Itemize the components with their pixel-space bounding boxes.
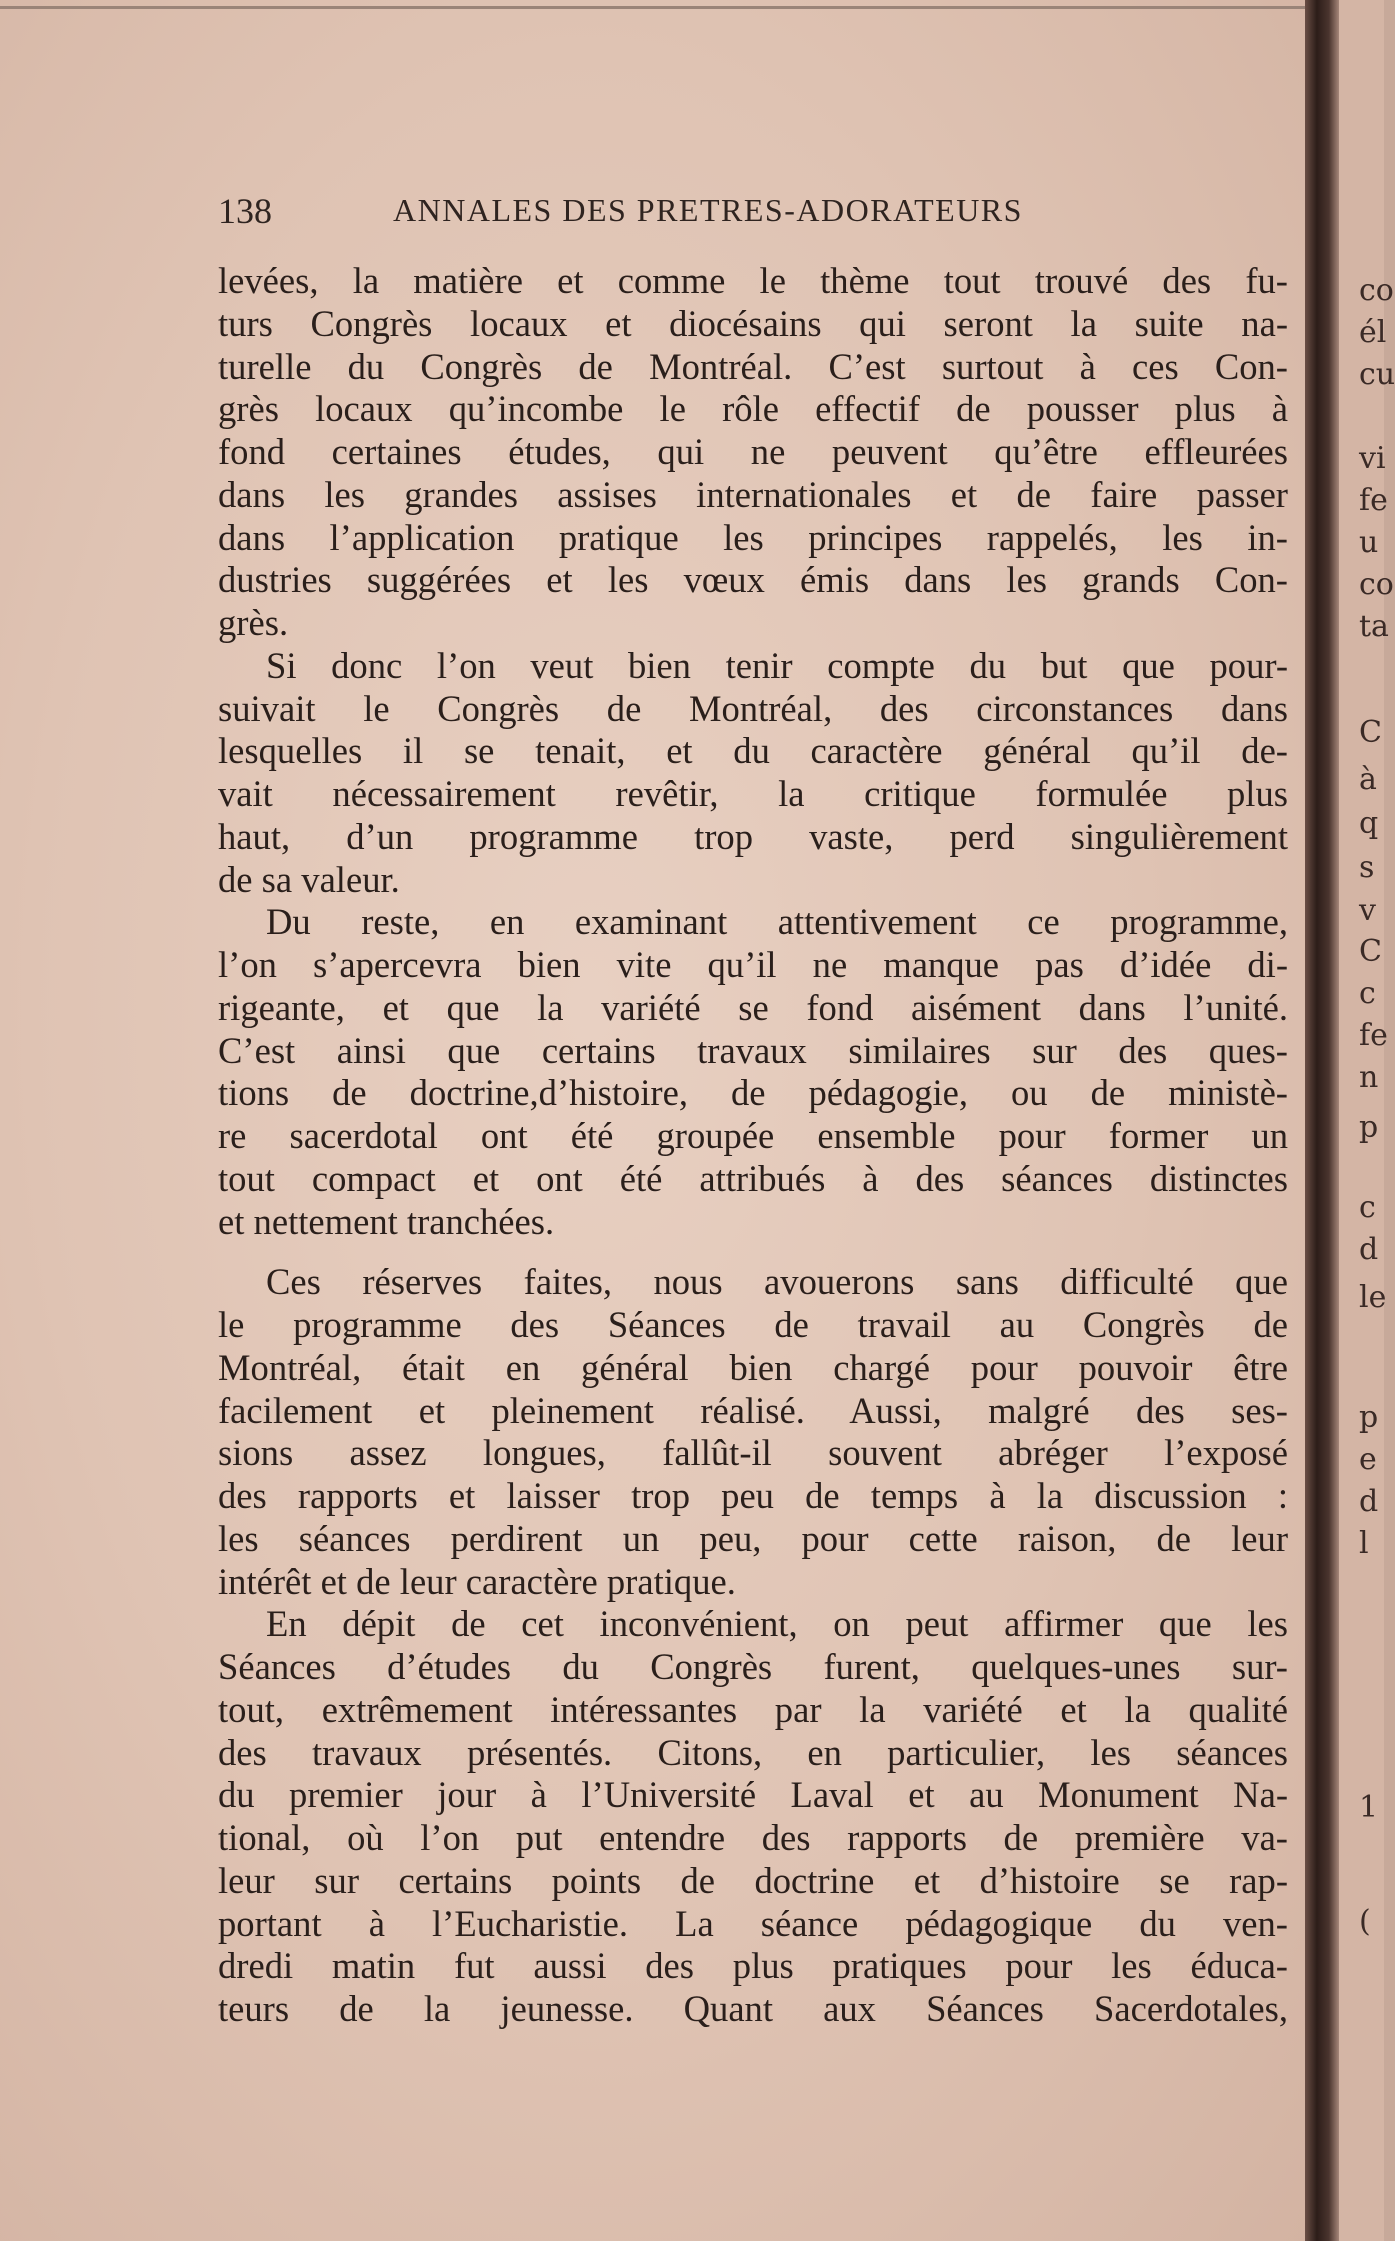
facing-page-fragment: n: [1359, 1060, 1379, 1095]
text-line: dredi matin fut aussi des plus pratiques pour les éduca-: [218, 1945, 1288, 1987]
facing-page-fragment: u: [1359, 525, 1379, 560]
running-title: ANNALES DES PRETRES-ADORATEURS: [393, 192, 1023, 228]
facing-page-fragment: fe: [1359, 483, 1388, 518]
facing-page-fragment: l: [1359, 1526, 1369, 1561]
facing-page-fragment: c: [1359, 1190, 1376, 1225]
facing-page-fragment: s: [1359, 850, 1375, 885]
text-line: grès.: [218, 602, 289, 643]
page-number: 138: [218, 191, 272, 231]
facing-page-fragment: cu: [1359, 357, 1395, 392]
text-line: l’on s’apercevra bien vite qu’il ne manque pas d’idée di-: [218, 944, 1288, 985]
facing-page-fragment: 1: [1359, 1790, 1379, 1825]
facing-page-fragment: C: [1359, 934, 1382, 969]
text-line: turs Congrès locaux et diocésains qui seront la suite na-: [218, 302, 1288, 344]
text-line: et nettement tranchées.: [218, 1200, 555, 1242]
facing-page-fragment: vi: [1359, 441, 1386, 476]
text-line: facilement et pleinement réalisé. Aussi, malgré des ses-: [218, 1389, 1288, 1431]
paragraph-1: [218, 260, 1288, 645]
text-line: tional, où l’on put entendre des rapports de première va-: [218, 1817, 1288, 1858]
text-line: sions assez longues, fallût-il souvent abréger l’exposé: [218, 1432, 1288, 1474]
facing-page-fragment: c: [1359, 976, 1376, 1011]
facing-page-fragment: d: [1359, 1232, 1379, 1267]
paragraph-5: [218, 1603, 1288, 2031]
text-line: leur sur certains points de doctrine et d’histoire se rap-: [218, 1859, 1288, 1901]
facing-page-fragment: co: [1359, 567, 1394, 602]
body-text: [218, 260, 1288, 2031]
text-line: du premier jour à l’Université Laval et au Monument Na-: [218, 1774, 1288, 1816]
facing-page-fragment: él: [1359, 315, 1387, 350]
text-line: rigeante, et que la variété se fond aisément dans l’unité.: [218, 986, 1288, 1028]
text-line: intérêt et de leur caractère pratique.: [218, 1560, 736, 1602]
text-line: haut, d’un programme trop vaste, perd singulièrement: [218, 815, 1288, 857]
facing-page-fragment: (: [1359, 1904, 1371, 1939]
facing-page-fragment: ta: [1359, 609, 1389, 644]
text-line: tout compact et ont été attribués à des séances distinctes: [218, 1157, 1288, 1199]
facing-page-fragment: co: [1359, 273, 1394, 308]
text-line: C’est ainsi que certains travaux similaires sur des ques-: [218, 1029, 1288, 1071]
text-line: fond certaines études, qui ne peuvent qu’être effleurées: [218, 431, 1288, 472]
text-line: tions de doctrine,d’histoire, de pédagogie, ou de ministè-: [218, 1072, 1288, 1114]
facing-page-fragment: C: [1359, 715, 1382, 750]
facing-page-fragment: le: [1359, 1280, 1387, 1315]
facing-page-edge: [1339, 0, 1395, 2241]
text-line: Du reste, en examinant attentivement ce programme,: [266, 901, 1288, 943]
facing-page-fragment: fe: [1359, 1018, 1388, 1053]
text-line: levées, la matière et comme le thème tout trouvé des fu-: [218, 260, 1288, 301]
paragraph-3: [218, 901, 1288, 1243]
text-line: re sacerdotal ont été groupée ensemble pour former un: [218, 1115, 1288, 1156]
text-line: Si donc l’on veut bien tenir compte du but que pour-: [266, 644, 1288, 686]
facing-page-fragment: d: [1359, 1484, 1379, 1519]
text-line: de sa valeur.: [218, 858, 400, 900]
facing-page-fragment: q: [1359, 806, 1379, 841]
text-line: le programme des Séances de travail au Congrès de: [218, 1304, 1288, 1345]
facing-page-fragment: p: [1359, 1110, 1379, 1145]
text-line: lesquelles il se tenait, et du caractère général qu’il de-: [218, 730, 1288, 772]
text-line: turelle du Congrès de Montréal. C’est surtout à ces Con-: [218, 345, 1288, 387]
facing-page-fragment: p: [1359, 1400, 1379, 1435]
text-line: grès locaux qu’incombe le rôle effectif de pousser plus à: [218, 388, 1288, 430]
text-line: des travaux présentés. Citons, en particulier, les séances: [218, 1731, 1288, 1773]
text-line: des rapports et laisser trop peu de temps à la discussion :: [218, 1475, 1288, 1516]
text-line: portant à l’Eucharistie. La séance pédagogique du ven-: [218, 1902, 1288, 1944]
text-line: suivait le Congrès de Montréal, des circonstances dans: [218, 687, 1288, 729]
text-line: Montréal, était en général bien chargé pour pouvoir être: [218, 1346, 1288, 1388]
facing-page-fragment: à: [1359, 762, 1377, 797]
page-header: [218, 190, 1118, 236]
text-line: dans l’application pratique les principes rappelés, les in-: [218, 516, 1288, 558]
text-line: Séances d’études du Congrès furent, quelques-unes sur-: [218, 1646, 1288, 1687]
text-line: Ces réserves faites, nous avouerons sans difficulté que: [266, 1261, 1288, 1303]
text-line: tout, extrêmement intéressantes par la variété et la qualité: [218, 1688, 1288, 1730]
top-edge-rule: [0, 6, 1310, 9]
book-gutter: [1305, 0, 1339, 2241]
text-line: dans les grandes assises internationales et de faire passer: [218, 473, 1288, 515]
text-line: les séances perdirent un peu, pour cette raison, de leur: [218, 1517, 1288, 1559]
text-line: En dépit de cet inconvénient, on peut affirmer que les: [266, 1603, 1288, 1645]
facing-page-fragment: v: [1359, 893, 1376, 928]
text-line: vait nécessairement revêtir, la critique formulée plus: [218, 773, 1288, 814]
text-line: teurs de la jeunesse. Quant aux Séances Sacerdotales,: [218, 1988, 1288, 2029]
text-line: dustries suggérées et les vœux émis dans les grands Con-: [218, 559, 1288, 601]
paragraph-4: [218, 1261, 1288, 1603]
facing-page-fragment: e: [1359, 1442, 1377, 1477]
paragraph-2: [218, 645, 1288, 902]
